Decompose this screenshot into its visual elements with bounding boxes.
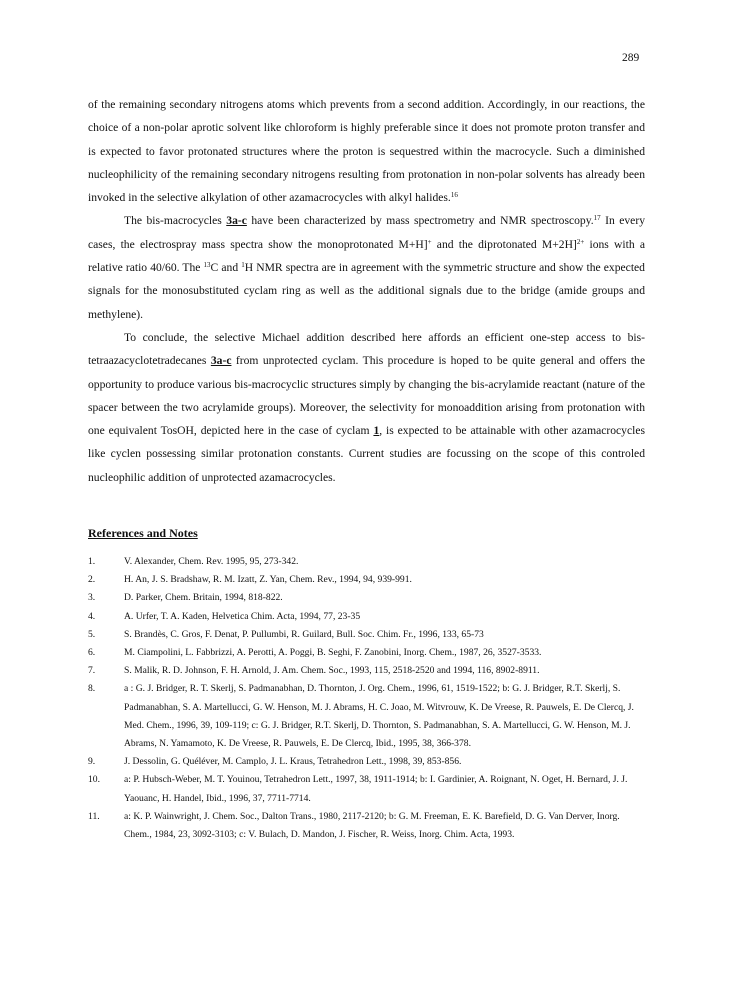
- paragraph-2-text: In every cases, the electrospray mass spectra show the monoprotonated M+H]: [88, 214, 645, 251]
- reference-item: [88, 808, 648, 844]
- footnote-marker: 16: [450, 191, 458, 200]
- reference-text: M. Ciampolini, L. Fabbrizzi, A. Perotti, A. Poggi, B. Seghi, F. Zanobini, Inorg. Chem., 1987, 26, 3527-3533.: [124, 647, 542, 659]
- references-list: [88, 553, 648, 844]
- paragraph-3: [88, 326, 645, 489]
- reference-number: 4.: [88, 610, 96, 622]
- page-number: 289: [622, 52, 640, 64]
- compound-label: 3a-c: [226, 214, 247, 228]
- reference-number: 10.: [88, 774, 100, 786]
- footnote-marker: 17: [593, 214, 601, 223]
- reference-text: a : G. J. Bridger, R. T. Skerlj, S. Padmanabhan, D. Thornton, J. Org. Chem., 1996, 61, 1519-1522; b: G. J. Bridger, R.T. Skerlj, S. Padmanabhan, S. A. Martellucci, G. W. Henson, M. J. Abrams, H. C. Joao, M. Witvrouw, K. De Vreese, R. Pauwels, E. De Clercq, J. Med. Chem., 1996, 39, 109-119; c: G. J. Bridger, R.T. Skerlj, D. Thornton, S. Padmanabhan, S. A. Martellucci, G. W. Henson, M. J. Abrams, N. Yamamoto, K. De Vreese, R. Pauwels, E. De Clercq, Ibid., 1995, 38, 366-378.: [124, 683, 634, 750]
- charge-superscript: 2+: [576, 237, 585, 246]
- paragraph-2-text: The bis-macrocycles: [124, 214, 227, 228]
- reference-text: a: K. P. Wainwright, J. Chem. Soc., Dalton Trans., 1980, 2117-2120; b: G. M. Freeman, E. K. Barefield, D. G. Van Derver, Inorg. Chem., 1984, 23, 3092-3103; c: V. Bulach, D. Mandon, J. Fischer, R. Weiss, Inorg. Chim. Acta, 1993.: [124, 810, 620, 841]
- reference-item: [88, 553, 648, 571]
- reference-text: H. An, J. S. Bradshaw, R. M. Izatt, Z. Yan, Chem. Rev., 1994, 94, 939-991.: [124, 574, 412, 586]
- compound-label: 3a-c: [210, 354, 232, 368]
- reference-number: 7.: [88, 665, 96, 677]
- reference-number: 11.: [88, 810, 100, 822]
- reference-text: D. Parker, Chem. Britain, 1994, 818-822.: [124, 592, 283, 604]
- reference-item: [88, 771, 648, 807]
- reference-item: [88, 662, 648, 680]
- reference-item: [88, 626, 648, 644]
- isotope-superscript: 1: [241, 261, 245, 270]
- reference-text: S. Malik, R. D. Johnson, F. H. Arnold, J. Am. Chem. Soc., 1993, 115, 2518-2520 and 1994, 116, 8902-8911.: [124, 665, 540, 677]
- reference-number: 5.: [88, 628, 96, 640]
- paragraph-2-text: H NMR spectra are in agreement with the symmetric structure and show the expected signals for the monosubstituted cyclam ring as well as the additional signals due to the bridge (amide groups and methylene).: [88, 261, 645, 321]
- reference-item: [88, 589, 648, 607]
- compound-label: 1: [373, 424, 380, 438]
- reference-number: 3.: [88, 592, 96, 604]
- paragraph-1: [88, 93, 645, 209]
- paragraph-2-text: and the diprotonated M+2H]: [431, 237, 577, 251]
- paragraph-2-text: have been characterized by mass spectrometry and NMR spectroscopy.: [246, 214, 594, 228]
- reference-number: 8.: [88, 683, 96, 695]
- reference-item: [88, 571, 648, 589]
- reference-number: 1.: [88, 556, 96, 567]
- reference-text: J. Dessolin, G. Quéléver, M. Camplo, J. L. Kraus, Tetrahedron Lett., 1998, 39, 853-856.: [124, 756, 462, 768]
- reference-number: 2.: [88, 574, 96, 586]
- paragraph-1-text: of the remaining secondary nitrogens atoms which prevents from a second addition. Accordingly, in our reactions, the choice of a non-polar aprotic solvent like chloroform is highly preferable since it does not promote proton transfer and is expected to favor protonated structures where the proton is sequestred within the macrocycle. Such a diminished nucleophilicity of the remaining secondary nitrogens resulting from protonation in non-polar solvents has already been invoked in the selective alkylation of other azamacrocycles with alkyl halides.: [88, 98, 645, 205]
- reference-text: S. Brandès, C. Gros, F. Denat, P. Pullumbi, R. Guilard, Bull. Soc. Chim. Fr., 1996, 133, 65-73: [124, 628, 484, 640]
- paragraph-3-text: , is expected to be attainable with other azamacrocycles like cyclen possessing similar protonation constants. Current studies are focussing on the scope of this controled nucleophilic addition of unprotected azamacrocycles.: [88, 424, 646, 484]
- paragraph-2-text: ions with a relative ratio 40/60. The: [88, 237, 645, 275]
- reference-text: V. Alexander, Chem. Rev. 1995, 95, 273-342.: [124, 556, 299, 567]
- reference-number: 9.: [88, 756, 96, 768]
- body-text: [88, 93, 645, 489]
- reference-item: [88, 753, 648, 771]
- reference-text: a: P. Hubsch-Weber, M. T. Youinou, Tetrahedron Lett., 1997, 38, 1911-1914; b: I. Gardinier, A. Roignant, N. Oget, H. Bernard, J. J. Yaouanc, H. Handel, Ibid., 1996, 37, 7711-7714.: [124, 774, 628, 804]
- paragraph-2: [88, 209, 645, 325]
- references-heading: References and Notes: [88, 526, 198, 540]
- reference-text: A. Urfer, T. A. Kaden, Helvetica Chim. Acta, 1994, 77, 23-35: [124, 610, 361, 622]
- reference-item: [88, 608, 648, 626]
- paragraph-3-text: from unprotected cyclam. This procedure is hoped to be quite general and offers the opportunity to produce various bis-macrocyclic structures simply by changing the bis-acrylamide reactant (nature of the spacer between the two acrylamide groups). Moreover, the selectivity for monoaddition arising from protonation with one equivalent TosOH, depicted here in the case of cyclam: [88, 354, 645, 438]
- reference-item: [88, 644, 648, 662]
- paragraph-3-text: To conclude, the selective Michael addition described here affords an efficient one-step access to bis-tetraazacyclotetradecanes: [88, 330, 645, 368]
- charge-superscript: +: [427, 237, 432, 246]
- reference-number: 6.: [88, 647, 96, 659]
- reference-item: [88, 680, 648, 753]
- paragraph-2-text: C and: [210, 261, 242, 275]
- isotope-superscript: 13: [203, 261, 211, 270]
